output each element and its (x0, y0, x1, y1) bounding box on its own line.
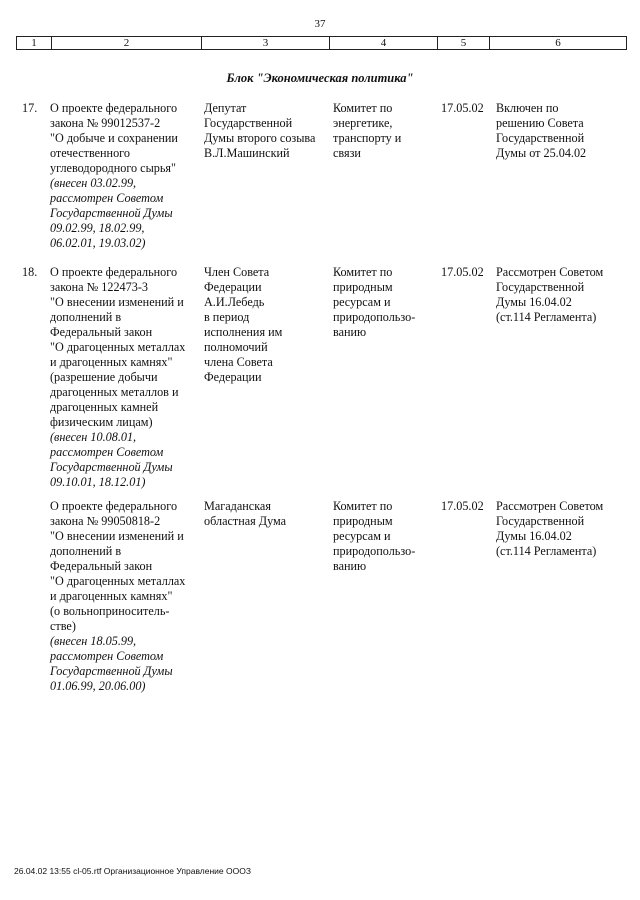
submission-info-line: рассмотрен Советом (50, 445, 164, 459)
bill-status (496, 499, 624, 559)
text-line: Думы 16.04.02 (496, 529, 572, 543)
review-date: 17.05.02 (441, 101, 484, 115)
text-line: (о вольноприноситель- (50, 604, 170, 618)
responsible-committee (333, 265, 437, 340)
text-line: и драгоценных камнях" (50, 589, 173, 603)
text-line: природопользо- (333, 544, 416, 558)
text-line: Федерации (204, 280, 262, 294)
text-line: и драгоценных камнях" (50, 355, 173, 369)
text-line: Комитет по (333, 101, 393, 115)
text-line: Федеральный закон (50, 559, 153, 573)
text-line: Государственной (496, 280, 585, 294)
text-line: Федеральный закон (50, 325, 153, 339)
column-header: 6 (490, 37, 627, 50)
text-line: закона № 122473-3 (50, 280, 148, 294)
text-line: драгоценных металлов и (50, 385, 179, 399)
text-line: ресурсам и (333, 529, 391, 543)
text-line: Государственной (204, 116, 293, 130)
text-line: углеводородного сырья" (50, 161, 176, 175)
text-line: Комитет по (333, 265, 393, 279)
bill-status (496, 265, 624, 325)
text-line: закона № 99012537-2 (50, 116, 161, 130)
submission-info-line: Государственной Думы (50, 664, 173, 678)
text-line: физическим лицам) (50, 415, 153, 429)
text-line: "О внесении изменений и (50, 295, 184, 309)
text-line: Федерации (204, 370, 262, 384)
text-line: дополнений в (50, 544, 122, 558)
text-line: ванию (333, 325, 367, 339)
text-line: "О добыче и сохранении (50, 131, 178, 145)
page-number: 37 (314, 18, 326, 30)
column-number-header (16, 36, 627, 50)
bill-author (204, 499, 328, 529)
bill-author (204, 265, 328, 385)
text-line: энергетике, (333, 116, 393, 130)
review-date: 17.05.02 (441, 265, 484, 279)
text-line: Государственной (496, 514, 585, 528)
text-line: дополнений в (50, 310, 122, 324)
text-line: отечественного (50, 146, 130, 160)
text-line: ванию (333, 559, 367, 573)
text-line: решению Совета (496, 116, 584, 130)
text-line: драгоценных камней (50, 400, 159, 414)
text-line: О проекте федерального (50, 499, 178, 513)
column-header: 1 (17, 37, 52, 50)
text-line: Рассмотрен Советом (496, 265, 604, 279)
bill-description (50, 499, 200, 694)
submission-info-line: рассмотрен Советом (50, 191, 164, 205)
text-line: областная Дума (204, 514, 287, 528)
entry-number: 18. (22, 265, 38, 279)
text-line: Государственной (496, 131, 585, 145)
column-header: 2 (52, 37, 202, 50)
submission-info-line: Государственной Думы (50, 206, 173, 220)
review-date: 17.05.02 (441, 499, 484, 513)
text-line: А.И.Лебедь (204, 295, 265, 309)
text-line: природным (333, 514, 393, 528)
column-header: 4 (330, 37, 438, 50)
text-line: стве) (50, 619, 76, 633)
submission-info-line: 09.02.99, 18.02.99, (50, 221, 145, 235)
text-line: связи (333, 146, 361, 160)
bill-status (496, 101, 624, 161)
text-line: Магаданская (204, 499, 271, 513)
block-title: Блок "Экономическая политика" (226, 71, 414, 85)
text-line: Думы второго созыва (204, 131, 316, 145)
footer-info: 26.04.02 13:55 cl-05.rtf Организационное Управление ОООЗ (14, 866, 251, 876)
bill-author (204, 101, 328, 161)
submission-info-line: рассмотрен Советом (50, 649, 164, 663)
text-line: "О драгоценных металлах (50, 574, 186, 588)
text-line: (ст.114 Регламента) (496, 310, 597, 324)
submission-info-line: Государственной Думы (50, 460, 173, 474)
text-line: Включен по (496, 101, 559, 115)
text-line: Думы 16.04.02 (496, 295, 572, 309)
text-line: природным (333, 280, 393, 294)
text-line: исполнения им (204, 325, 283, 339)
text-line: Думы от 25.04.02 (496, 146, 587, 160)
text-line: ресурсам и (333, 295, 391, 309)
text-line: Член Совета (204, 265, 270, 279)
text-line: Комитет по (333, 499, 393, 513)
responsible-committee (333, 499, 437, 574)
text-line: "О драгоценных металлах (50, 340, 186, 354)
submission-info-line: (внесен 18.05.99, (50, 634, 137, 648)
text-line: закона № 99050818-2 (50, 514, 161, 528)
column-header: 3 (202, 37, 330, 50)
text-line: природопользо- (333, 310, 416, 324)
bill-description (50, 265, 200, 490)
text-line: в период (204, 310, 250, 324)
text-line: Рассмотрен Советом (496, 499, 604, 513)
text-line: О проекте федерального (50, 101, 178, 115)
text-line: полномочий (204, 340, 268, 354)
submission-info-line: 06.02.01, 19.03.02) (50, 236, 146, 250)
submission-info-line: 09.10.01, 18.12.01) (50, 475, 146, 489)
text-line: члена Совета (204, 355, 273, 369)
text-line: (разрешение добычи (50, 370, 158, 384)
submission-info-line: 01.06.99, 20.06.00) (50, 679, 146, 693)
text-line: Депутат (204, 101, 247, 115)
text-line: транспорту и (333, 131, 402, 145)
column-header: 5 (438, 37, 490, 50)
text-line: "О внесении изменений и (50, 529, 184, 543)
text-line: О проекте федерального (50, 265, 178, 279)
text-line: В.Л.Машинский (204, 146, 290, 160)
responsible-committee (333, 101, 437, 161)
submission-info-line: (внесен 03.02.99, (50, 176, 137, 190)
entry-number: 17. (22, 101, 38, 115)
submission-info-line: (внесен 10.08.01, (50, 430, 137, 444)
bill-description (50, 101, 200, 251)
text-line: (ст.114 Регламента) (496, 544, 597, 558)
